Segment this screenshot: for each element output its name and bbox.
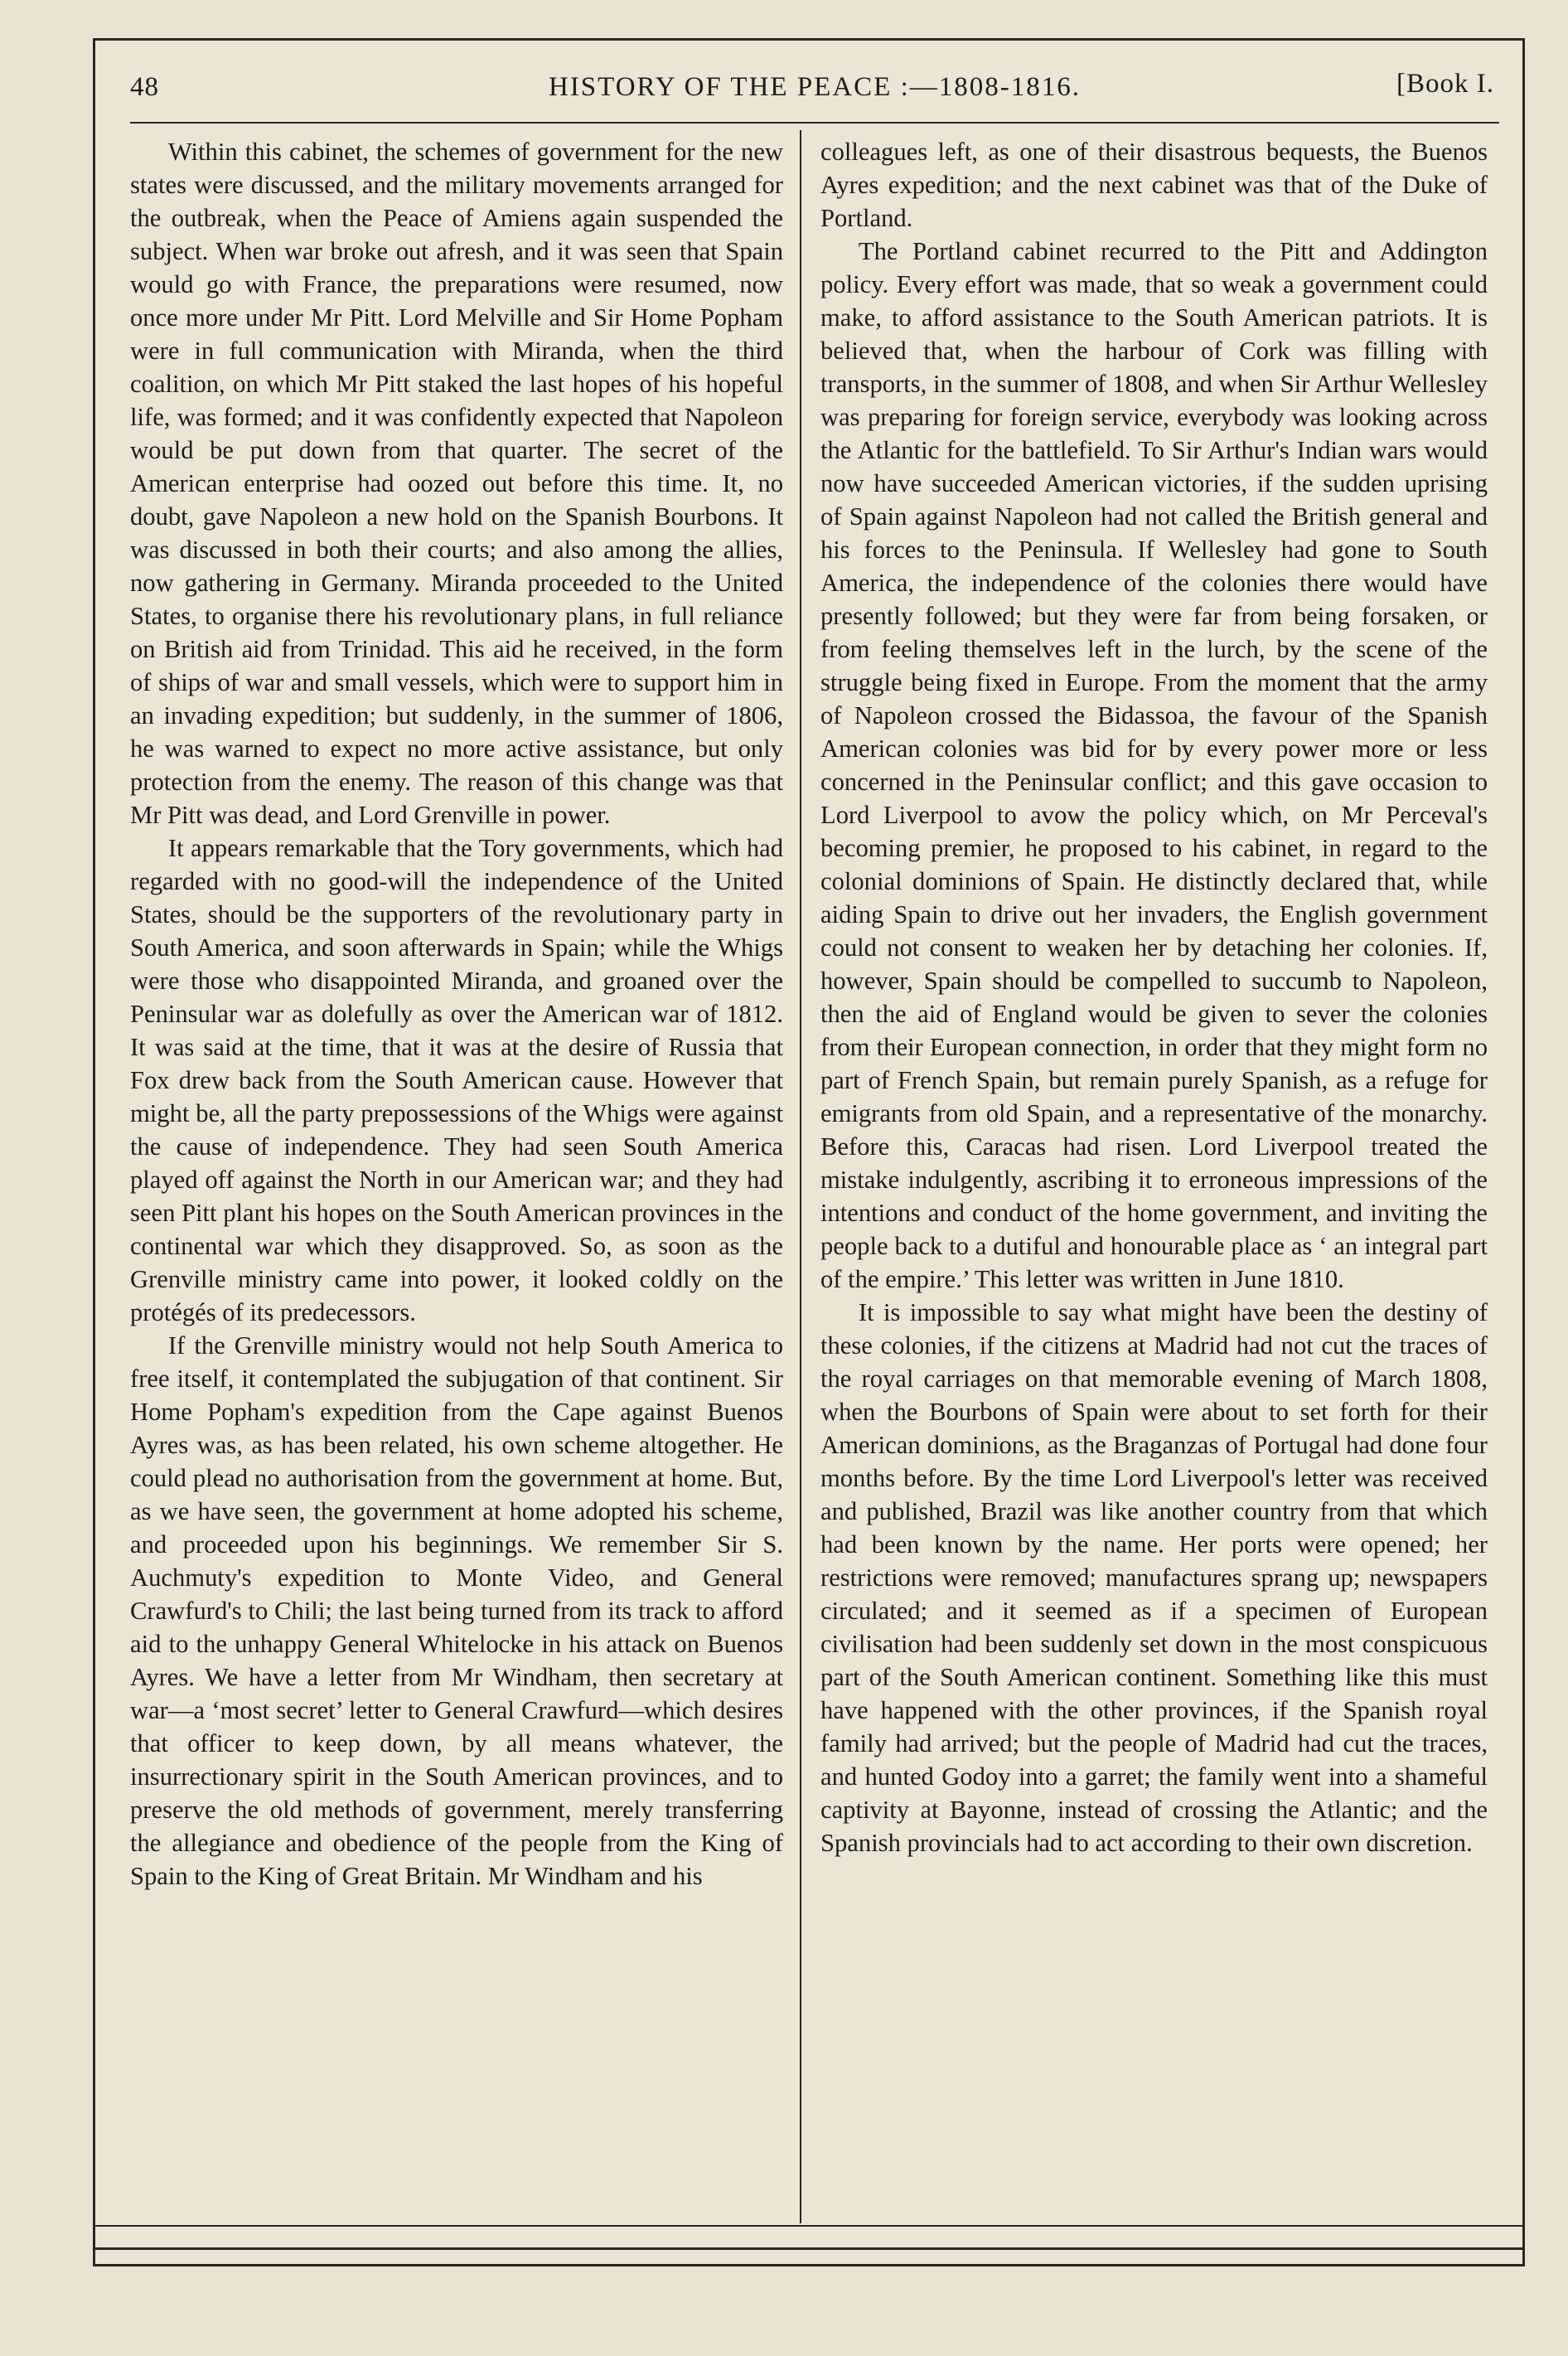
paragraph: The Portland cabinet recurred to the Pitt and Addington policy. Every effort was made, that so weak a government could make, to afford assistance to the South American patriots. It is believed that, when the harbour of Cork was filling with transports, in the summer of 1808, and when Sir Arthur Wellesley was preparing for foreign service, everybody was looking across the Atlantic for the battlefield. To Sir Arthur's Indian wars would now have succeeded American victories, if the sudden uprising of Spain against Napoleon had not called the British general and his forces to the Peninsula. If Wellesley had gone to South America, the independence of the colonies there would have presently followed; but they were far from being forsaken, or from feeling themselves left in the lurch, by the scene of the struggle being fixed in Europe. From the moment that the army of Napoleon crossed the Bidassoa, the favour of the Spanish American colonies was bid for by every power more or less concerned in the Peninsular conflict; and this gave occasion to Lord Liverpool to avow the policy which, on Mr Perceval's becoming premier, he proposed to his cabinet, in regard to the colonial dominions of Spain. He distinctly declared that, while aiding Spain to drive out her invaders, the English government could not consent to weaken her by detaching her colonies. If, however, Spain should be compelled to succumb to Napoleon, then the aid of England would be given to sever the colonies from their European connection, in order that they might form no part of French Spain, but remain purely Spanish, as a refuge for emigrants from old Spain, and a representative of the monarchy. Before this, Caracas had risen. Lord Liverpool treated the mistake indulgently, ascribing it to erroneous impressions of the intentions and conduct of the home government, and inviting the people back to a dutiful and honourable place as ‘ an integral part of the empire.’ This letter was written in June 1810.: [820, 237, 1488, 1293]
page: [93, 38, 1525, 2266]
bottom-rule: [95, 2225, 1522, 2227]
left-column: [130, 135, 783, 1893]
book-label: [Book I.: [1396, 69, 1494, 99]
right-column: [820, 135, 1488, 1859]
page-number: 48: [130, 72, 159, 102]
column-divider: [800, 130, 801, 2223]
paragraph: If the Grenville ministry would not help South America to free itself, it contemplated the subjugation of that continent. Sir Home Popham's expedition from the Cape against Buenos Ayres was, as has been related, his own scheme altogether. He could plead no authorisation from the government at home. But, as we have seen, the government at home adopted his scheme, and proceeded upon his beginnings. We remember Sir S. Auchmuty's expedition to Monte Video, and General Crawfurd's to Chili; the last being turned from its track to afford aid to the unhappy General Whitelocke in his attack on Buenos Ayres. We have a letter from Mr Windham, then secretary at war—a ‘most secret’ letter to General Crawfurd—which desires that officer to keep down, by all means whatever, the insurrectionary spirit in the South American provinces, and to preserve the old methods of government, merely transferring the allegiance and obedience of the people from the King of Spain to the King of Great Britain. Mr Windham and his: [130, 1331, 783, 1890]
paragraph-continued: colleagues left, as one of their disastrous bequests, the Buenos Ayres expedition; and the next cabinet was that of the Duke of Portland.: [820, 138, 1488, 232]
paragraph: It is impossible to say what might have been the destiny of these colonies, if the citizens at Madrid had not cut the traces of the royal carriages on that memorable evening of March 1808, when the Bourbons of Spain were about to set forth for their American dominions, as the Braganzas of Portugal had done four months before. By the time Lord Liverpool's letter was received and published, Brazil was like another country from that which had been known by the name. Her ports were opened; her restrictions were removed; manufactures sprang up; newspapers circulated; and it seemed as if a specimen of European civilisation had been suddenly set down in the most conspicuous part of the South American continent. Something like this must have happened with the other provinces, if the Spanish royal family had arrived; but the people of Madrid had cut the traces, and hunted Godoy into a garret; the family went into a shameful captivity at Bayonne, instead of crossing the Atlantic; and the Spanish provincials had to act according to their own discretion.: [820, 1298, 1488, 1857]
paragraph: It appears remarkable that the Tory governments, which had regarded with no good-will the independence of the United States, should be the supporters of the revolutionary party in South America, and soon afterwards in Spain; while the Whigs were those who disappointed Miranda, and groaned over the Peninsular war as dolefully as over the American war of 1812. It was said at the time, that it was at the desire of Russia that Fox drew back from the South American cause. However that might be, all the party prepossessions of the Whigs were against the cause of independence. They had seen South America played off against the North in our American war; and they had seen Pitt plant his hopes on the South American provinces in the continental war which they disapproved. So, as soon as the Grenville ministry came into power, it looked coldly on the protégés of its predecessors.: [130, 834, 783, 1326]
paragraph: Within this cabinet, the schemes of government for the new states were discussed, and the military movements arranged for the outbreak, when the Peace of Amiens again suspended the subject. When war broke out afresh, and it was seen that Spain would go with France, the preparations were resumed, now once more under Mr Pitt. Lord Melville and Sir Home Popham were in full communication with Miranda, when the third coalition, on which Mr Pitt staked the last hopes of his hopeful life, was formed; and it was confidently expected that Napoleon would be put down from that quarter. The secret of the American enterprise had oozed out before this time. It, no doubt, gave Napoleon a new hold on the Spanish Bourbons. It was discussed in both their courts; and also among the allies, now gathering in Germany. Miranda proceeded to the United States, to organise there his revolutionary plans, in full reliance on British aid from Trinidad. This aid he received, in the form of ships of war and small vessels, which were to support him in an invading expedition; but suddenly, in the summer of 1806, he was warned to expect no more active assistance, but only protection from the enemy. The reason of this change was that Mr Pitt was dead, and Lord Grenville in power.: [130, 138, 783, 829]
running-title: HISTORY OF THE PEACE :—1808-1816.: [548, 72, 1082, 102]
running-header: [130, 69, 1499, 124]
bottom-rule-outer: [95, 2247, 1522, 2250]
